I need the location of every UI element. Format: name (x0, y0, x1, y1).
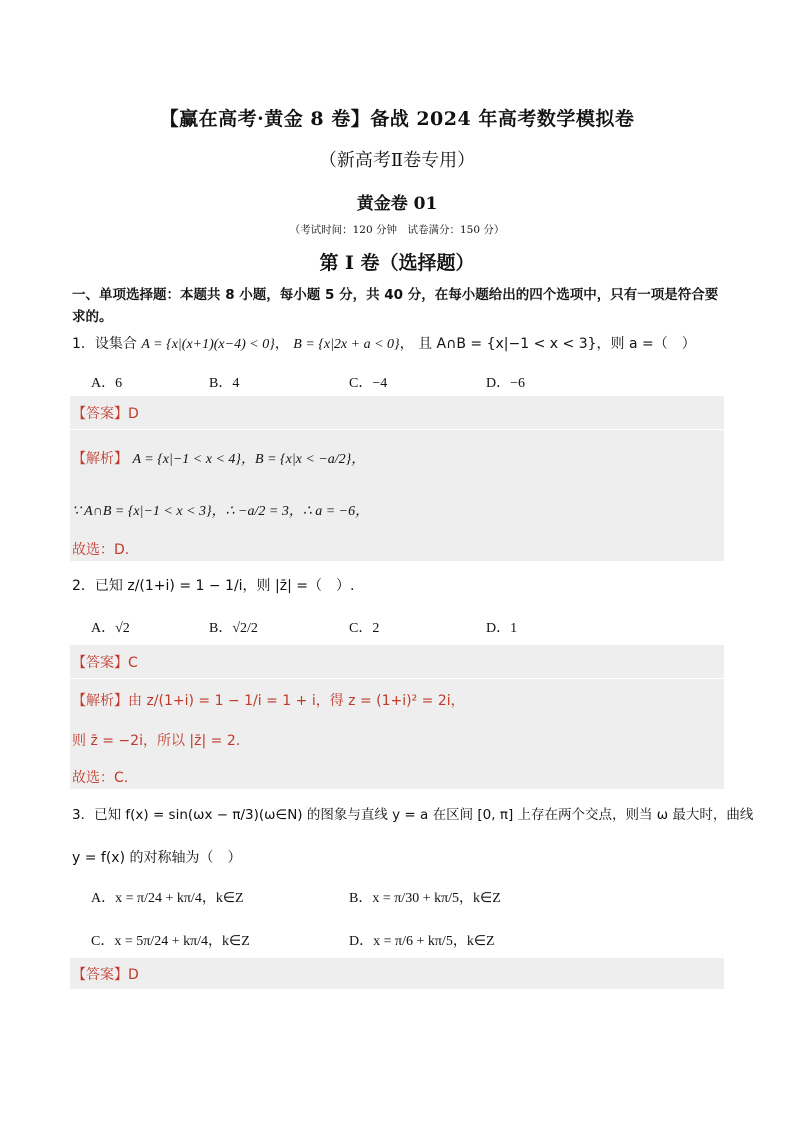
analysis-expression: ∵ A∩B = {x|−1 < x < 3}，∴ −a/2 = 3，∴ a = −6， (72, 504, 370, 519)
question-3-option-b: B．x = π/30 + kπ/5，k∈Z (349, 891, 501, 906)
question-1-analysis-line-1 (72, 448, 365, 468)
answer-label: 【答案】 (72, 967, 128, 983)
question-2-option-d: D．1 (486, 621, 518, 636)
exam-info: （考试时间：120 分钟 试卷满分：150 分） (289, 224, 505, 236)
question-1-conclusion: 故选：D. (72, 542, 130, 558)
analysis-expression: A = {x|−1 < x < 4}，B = {x|x < −a/2}， (132, 452, 366, 467)
question-2-answer (72, 652, 138, 672)
question-2-option-c: C．2 (349, 621, 380, 636)
answer-value: D (128, 967, 139, 983)
question-3-stem-line-1: 3．已知 f(x) = sin(ωx − π/3)(ω∈N) 的图象与直线 y = a 在区间 [0, π] 上存在两个交点，则当 ω 最大时，曲线 (72, 807, 754, 823)
question-1-intersection: 且 A∩B = {x|−1 < x < 3} (418, 336, 597, 352)
paper-name: 黄金卷 01 (356, 194, 438, 214)
document-title: 【赢在高考·黄金 8 卷】备战 2024 年高考数学模拟卷 (159, 108, 635, 130)
question-1-stem: 1．设集合 A = {x|(x+1)(x−4) < 0}， B = {x|2x + a < 0}， 且 A∩B = {x|−1 < x < 3}，则 a =（ ） (72, 336, 696, 352)
question-1-option-c: C．−4 (349, 376, 388, 391)
question-1-option-b: B．4 (209, 376, 240, 391)
answer-label: 【答案】 (72, 655, 128, 671)
part-title: 第 I 卷（选择题） (319, 252, 475, 274)
analysis-label: 【解析】 (72, 451, 128, 467)
question-2-option-b: B．√2/2 (209, 621, 258, 636)
analysis-expression: 由 z/(1+i) = 1 − 1/i = 1 + i，得 z = (1+i)² = 2i， (128, 693, 465, 709)
answer-value: D (128, 406, 139, 422)
document-subtitle: （新高考Ⅱ卷专用） (318, 150, 476, 171)
question-2-stem: 2．已知 z/(1+i) = 1 − 1/i，则 |z̄| =（ ）. (72, 578, 355, 594)
question-3-option-a: A．x = π/24 + kπ/4，k∈Z (91, 891, 244, 906)
question-3-stem-line-2: y = f(x) 的对称轴为（ ） (72, 850, 242, 866)
section-instructions: 一、单项选择题：本题共 8 小题，每小题 5 分，共 40 分，在每小题给出的四个选项中，只有一项是符合要求的。 (72, 287, 719, 325)
question-1-answer-box (70, 396, 724, 429)
question-2-option-a: A．√2 (91, 621, 130, 636)
question-1-analysis-line-2 (72, 500, 369, 520)
question-2-answer-box (70, 645, 724, 678)
question-3-answer-box (70, 958, 724, 989)
question-1-set-a: A = {x|(x+1)(x−4) < 0} (141, 337, 275, 352)
question-1-set-b: B = {x|2x + a < 0} (293, 337, 400, 352)
answer-label: 【答案】 (72, 406, 128, 422)
question-1-option-a: A．6 (91, 376, 123, 391)
question-3-option-d: D．x = π/6 + kπ/5，k∈Z (349, 934, 495, 949)
question-1-ask: ，则 a =（ ） (596, 336, 696, 352)
question-3-answer (72, 964, 139, 984)
analysis-label: 【解析】 (72, 693, 128, 709)
question-2-analysis-line-2: 则 z̄ = −2i，所以 |z̄| = 2. (72, 733, 241, 749)
answer-value: C (128, 655, 138, 671)
question-1-option-d: D．−6 (486, 376, 526, 391)
question-1-number: 1．设集合 (72, 336, 137, 352)
question-2-analysis-line-1 (72, 690, 465, 710)
question-1-answer (72, 403, 139, 423)
question-2-conclusion: 故选：C. (72, 770, 129, 786)
question-3-option-c: C．x = 5π/24 + kπ/4，k∈Z (91, 934, 250, 949)
